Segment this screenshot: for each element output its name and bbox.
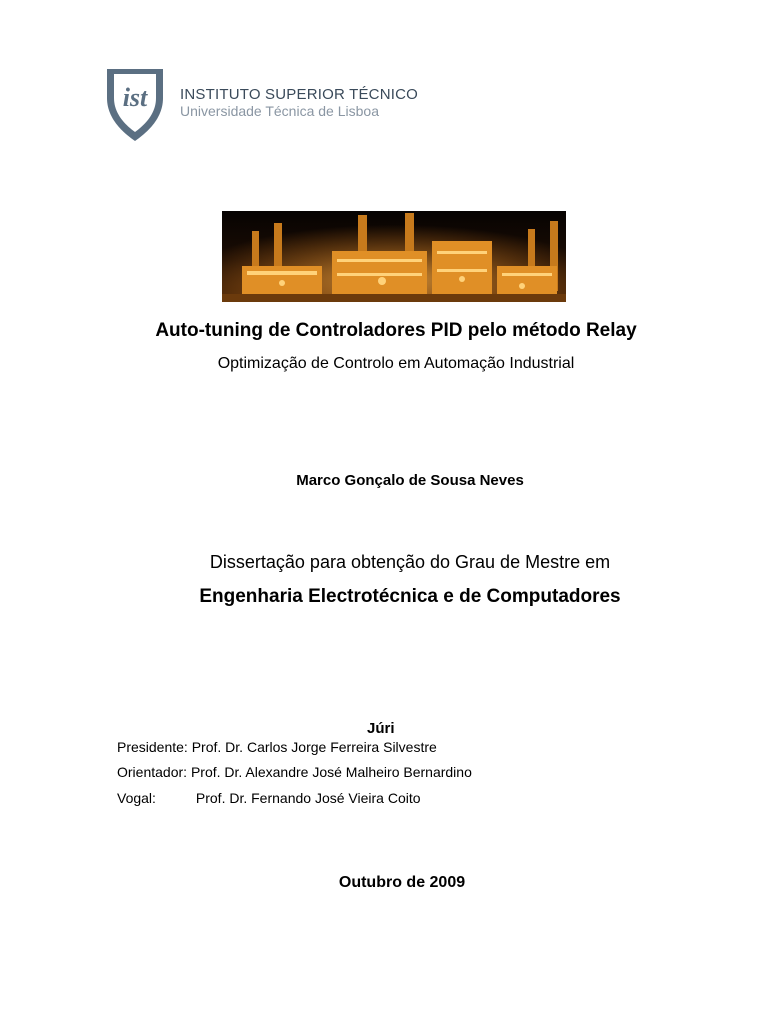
- jury-role: Presidente:: [117, 739, 188, 755]
- jury-heading: Júri: [367, 720, 395, 737]
- jury-member-name: Prof. Dr. Alexandre José Malheiro Bernardino: [190, 764, 472, 780]
- author-name: Marco Gonçalo de Sousa Neves: [296, 472, 524, 489]
- thesis-title: Auto-tuning de Controladores PID pelo método Relay: [155, 320, 637, 341]
- jury-member-name: Prof. Dr. Carlos Jorge Ferreira Silvestre: [191, 739, 437, 755]
- jury-role: Orientador:: [117, 764, 188, 780]
- industrial-plant-image: [222, 211, 566, 302]
- publication-date: Outubro de 2009: [338, 874, 466, 891]
- svg-text:ist: ist: [122, 83, 148, 112]
- jury-member-name: Prof. Dr. Fernando José Vieira Coito: [195, 790, 421, 806]
- institution-subtitle: Universidade Técnica de Lisboa: [180, 103, 379, 119]
- jury-row-member: [117, 790, 421, 806]
- degree-course: Engenharia Electrotécnica e de Computadores: [199, 586, 621, 607]
- dissertation-statement: Dissertação para obtenção do Grau de Mestre em: [209, 552, 611, 572]
- ist-logo-icon: [106, 68, 164, 142]
- jury-row-advisor: [117, 764, 472, 780]
- thesis-subtitle: Optimização de Controlo em Automação Industrial: [217, 355, 575, 372]
- jury-role: Vogal:: [117, 790, 156, 806]
- institution-name: INSTITUTO SUPERIOR TÉCNICO: [180, 86, 419, 103]
- jury-row-president: [117, 739, 437, 755]
